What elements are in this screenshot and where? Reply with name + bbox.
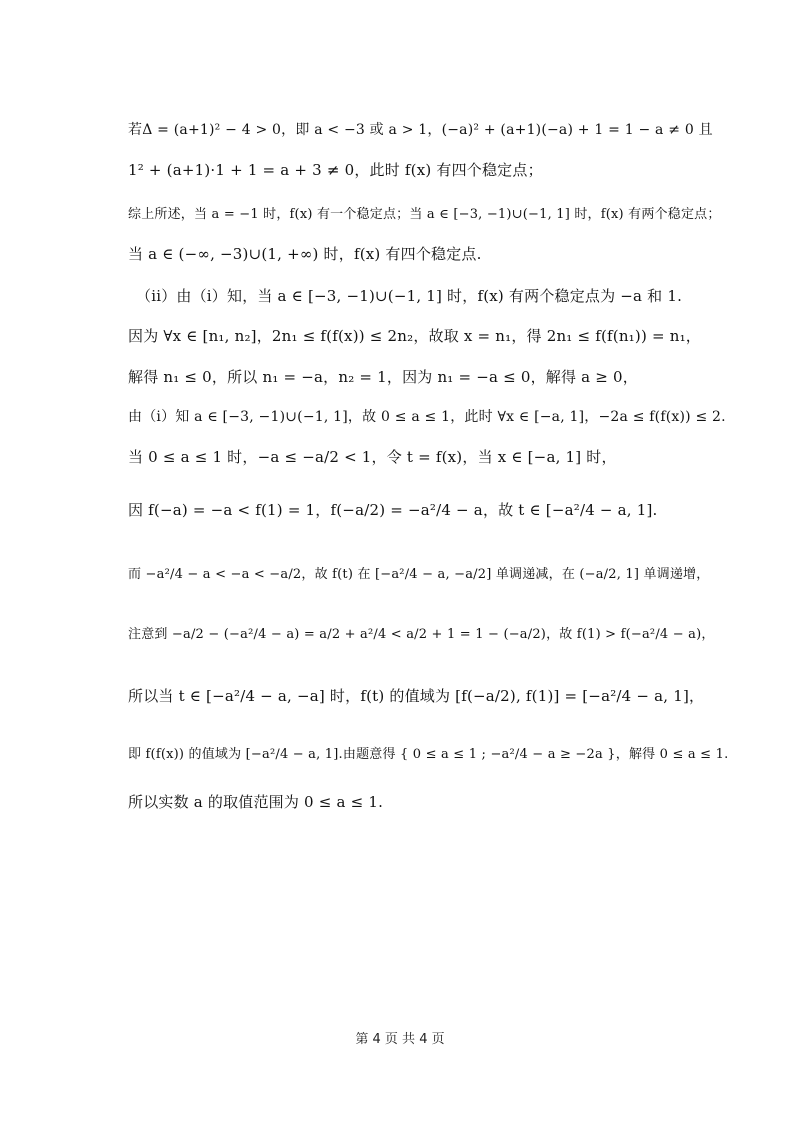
text-line: 当 a ∈ (−∞, −3)∪(1, +∞) 时，f(x) 有四个稳定点.	[128, 245, 482, 263]
text-line: 若Δ = (a+1)² − 4 > 0，即 a < −3 或 a > 1，(−a)² + (a+1)(−a) + 1 = 1 − a ≠ 0 且	[128, 122, 713, 138]
text-line: 而 −a²/4 − a < −a < −a/2，故 f(t) 在 [−a²/4 − a, −a/2] 单调递减，在 (−a/2, 1] 单调递增，	[128, 567, 710, 582]
text-line: 即 f(f(x)) 的值域为 [−a²/4 − a, 1].由题意得 { 0 ≤ a ≤ 1 ; −a²/4 − a ≥ −2a }，解得 0 ≤ a ≤ 1.	[128, 747, 729, 762]
text-line: 由（i）知 a ∈ [−3, −1)∪(−1, 1]，故 0 ≤ a ≤ 1，此时 ∀x ∈ [−a, 1]，−2a ≤ f(f(x)) ≤ 2.	[128, 409, 726, 425]
text-line: 因 f(−a) = −a < f(1) = 1，f(−a/2) = −a²/4 − a，故 t ∈ [−a²/4 − a, 1].	[128, 501, 658, 519]
text-line: 1² + (a+1)·1 + 1 = a + 3 ≠ 0，此时 f(x) 有四个稳定点；	[128, 161, 543, 179]
text-line: 所以当 t ∈ [−a²/4 − a, −a] 时，f(t) 的值域为 [f(−a/2), f(1)] = [−a²/4 − a, 1]，	[128, 687, 705, 705]
text-line: 综上所述，当 a = −1 时，f(x) 有一个稳定点；当 a ∈ [−3, −1)∪(−1, 1] 时，f(x) 有两个稳定点；	[128, 207, 721, 222]
text-line: （ii）由（i）知，当 a ∈ [−3, −1)∪(−1, 1] 时，f(x) 有两个稳定点为 −a 和 1.	[136, 287, 683, 305]
text-line: 解得 n₁ ≤ 0，所以 n₁ = −a，n₂ = 1，因为 n₁ = −a ≤ 0，解得 a ≥ 0，	[128, 368, 638, 386]
text-line: 所以实数 a 的取值范围为 0 ≤ a ≤ 1.	[128, 793, 384, 811]
text-line: 当 0 ≤ a ≤ 1 时，−a ≤ −a/2 < 1，令 t = f(x)，当 x ∈ [−a, 1] 时，	[128, 448, 617, 466]
text-line: 因为 ∀x ∈ [n₁, n₂]，2n₁ ≤ f(f(x)) ≤ 2n₂，故取 x = n₁，得 2n₁ ≤ f(f(n₁)) = n₁，	[128, 327, 701, 345]
page-footer: 第 4 页 共 4 页	[355, 1032, 445, 1047]
text-line: 注意到 −a/2 − (−a²/4 − a) = a/2 + a²/4 < a/2 + 1 = 1 − (−a/2)，故 f(1) > f(−a²/4 − a)，	[128, 627, 715, 642]
